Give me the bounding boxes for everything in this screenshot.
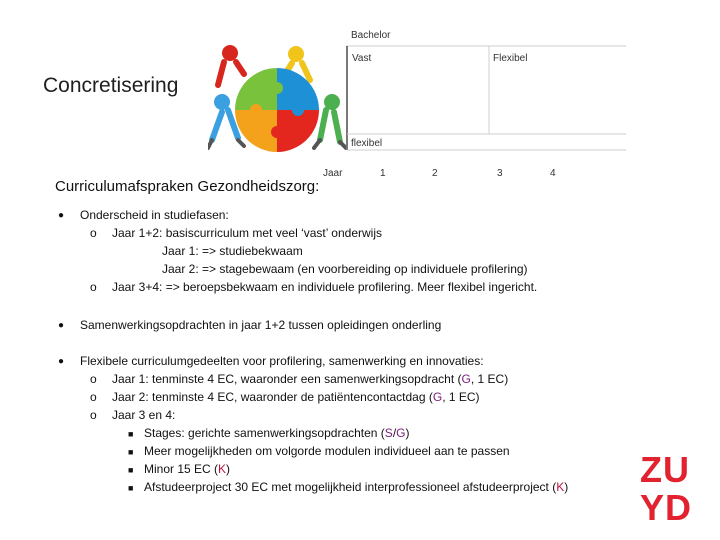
zuyd-logo [640,450,696,522]
list-item: Onderscheid in studiefasen: [80,208,229,222]
diagram-top-label: Bachelor [351,30,391,41]
quad-label-vast: Vast [352,53,372,64]
sub-list-item: Jaar 1: tenminste 4 EC, waaronder een samenwerkingsopdracht (G, 1 EC) [112,372,509,386]
sub-list-item: Jaar 2: tenminste 4 EC, waaronder de patiëntencontactdag (G, 1 EC) [112,390,480,404]
code-s: S [384,426,393,440]
sub-sub-list-item: Stages: gerichte samenwerkingsopdrachten (S/G) [144,426,410,440]
square-bullet-icon: ■ [128,429,134,439]
sub-list-detail: Jaar 2: => stagebewaam (en voorbereiding op individuele profilering) [162,262,528,276]
sub-list-item: Jaar 1+2: basiscurriculum met veel ‘vast’ onderwijs [112,226,382,240]
year-tick: 2 [432,168,438,179]
code-g: G [432,390,443,404]
logo-text-line1: ZU [640,450,690,490]
square-bullet-icon: ■ [128,447,134,457]
figure-green [320,94,340,142]
sub-bullet-icon: o [90,280,97,294]
sub-list-item: Jaar 3+4: => beroepsbekwaam en individuele profilering. Meer flexibel ingericht. [112,280,538,294]
section-subtitle: Curriculumafspraken Gezondheidszorg: [55,178,320,195]
square-bullet-icon: ■ [128,465,134,475]
puzzle-circle [235,68,319,152]
quad-label-flexibel: Flexibel [493,53,528,64]
sub-sub-list-item: Afstudeerproject 30 EC met mogelijkheid interprofessioneel afstudeerproject (K) [144,480,569,494]
code-k: K [556,480,565,494]
sub-bullet-icon: o [90,390,97,404]
sub-bullet-icon: o [90,408,97,422]
bottom-label-flexibel: flexibel [351,138,383,149]
logo-text-line2: YD [640,487,693,522]
page-title: Concretisering [43,74,179,97]
figure-red [218,45,244,85]
curriculum-grid [344,40,628,152]
figure-blue [212,94,238,140]
sub-sub-list-item: Meer mogelijkheden om volgorde modulen individueel aan te passen [144,444,510,458]
bullet-icon: ● [58,320,65,331]
sub-bullet-icon: o [90,372,97,386]
list-item: Flexibele curriculumgedeelten voor profilering, samenwerking en innovaties: [80,354,484,368]
puzzle-figures-illustration [208,40,346,170]
sub-list-detail: Jaar 1: => studiebekwaam [162,244,303,258]
sub-sub-list-item: Minor 15 EC (K) [144,462,231,476]
bullet-icon: ● [58,356,65,367]
bullet-icon: ● [58,210,65,221]
year-tick: 1 [380,168,386,179]
sub-list-item: Jaar 3 en 4: [112,408,176,422]
axis-label-jaar: Jaar [323,168,343,179]
year-tick: 4 [550,168,556,179]
code-g: G [396,426,406,440]
code-g: G [461,372,471,386]
year-tick: 3 [497,168,503,179]
list-item: Samenwerkingsopdrachten in jaar 1+2 tussen opleidingen onderling [80,318,442,332]
square-bullet-icon: ■ [128,483,134,493]
code-k: K [218,462,227,476]
sub-bullet-icon: o [90,226,97,240]
